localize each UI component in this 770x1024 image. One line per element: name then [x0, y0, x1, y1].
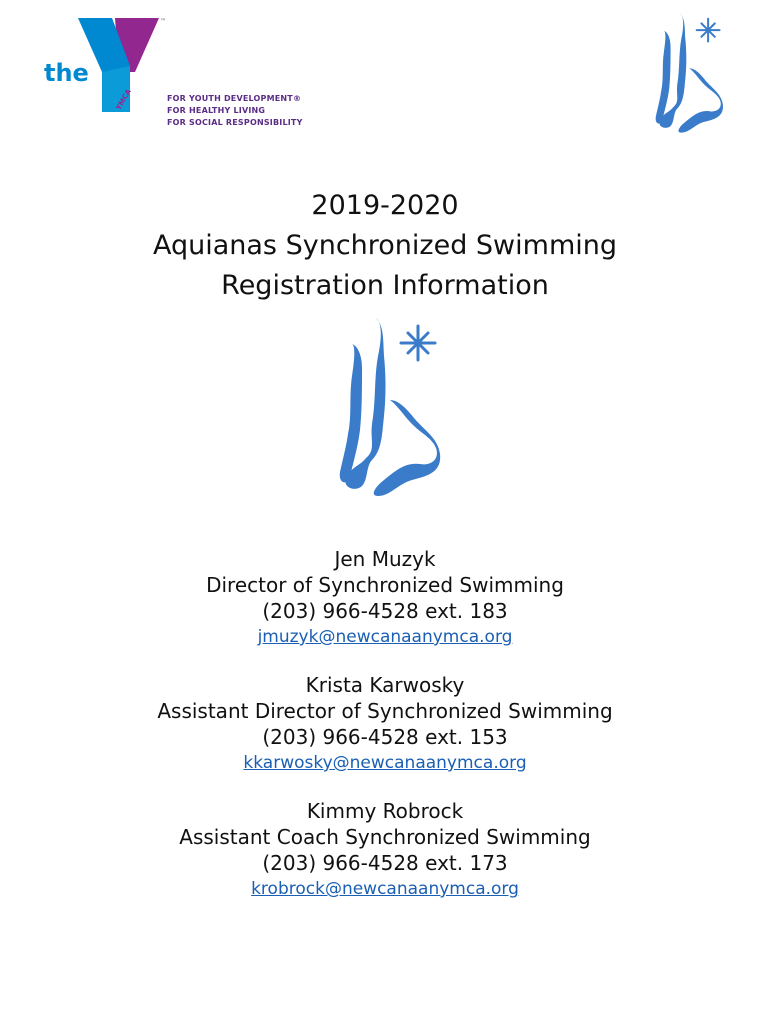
svg-text:™: ™: [160, 18, 166, 25]
title-subtitle: Registration Information: [221, 270, 549, 301]
contact-list: [0, 546, 770, 924]
contact-email-link[interactable]: kkarwosky@newcanaanymca.org: [243, 753, 527, 773]
contact-name: Kimmy Robrock: [306, 799, 464, 823]
contact-name: Krista Karwosky: [305, 673, 465, 697]
document-title: [0, 186, 770, 306]
contact-name: Jen Muzyk: [334, 547, 436, 571]
logo-tagline: FOR YOUTH DEVELOPMENT® FOR HEALTHY LIVING FOR SOCIAL RESPONSIBILITY: [167, 94, 303, 127]
contact-email-link[interactable]: jmuzyk@newcanaanymca.org: [257, 627, 513, 647]
logo-ymca-text: YMCA: [114, 87, 133, 112]
contact-phone: (203) 966-4528 ext. 183: [262, 599, 508, 623]
title-program: Aquianas Synchronized Swimming: [152, 230, 617, 261]
contact-card: [0, 798, 770, 902]
swimmer-logo-large: [332, 316, 444, 498]
contact-email-link[interactable]: krobrock@newcanaanymca.org: [251, 879, 519, 899]
contact-role: Director of Synchronized Swimming: [206, 573, 564, 597]
contact-phone: (203) 966-4528 ext. 173: [262, 851, 508, 875]
logo-word-the: the: [44, 59, 89, 87]
ymca-y-mark: [40, 12, 180, 122]
title-year: 2019-2020: [311, 190, 459, 221]
contact-card: [0, 546, 770, 650]
contact-card: [0, 672, 770, 776]
contact-role: Assistant Director of Synchronized Swimming: [157, 699, 613, 723]
ymca-logo: [40, 12, 303, 127]
swimmer-logo-small: [648, 12, 728, 134]
contact-role: Assistant Coach Synchronized Swimming: [179, 825, 591, 849]
contact-phone: (203) 966-4528 ext. 153: [262, 725, 508, 749]
